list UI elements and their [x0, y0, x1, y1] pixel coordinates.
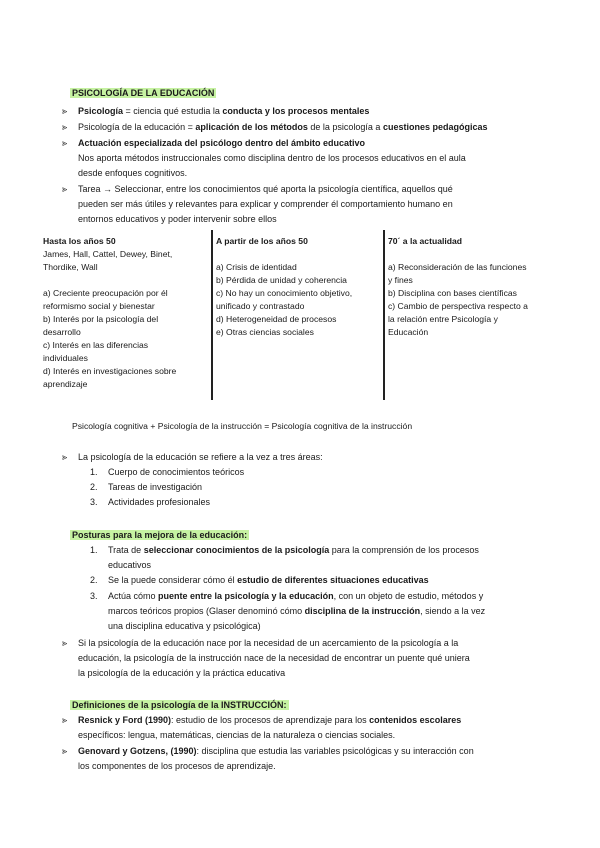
- section-title-posturas: Posturas para la mejora de la educación:: [72, 530, 248, 540]
- postura-line: Se la puede considerar cómo él estudio de diferentes situaciones educativas: [108, 575, 429, 585]
- period-line: c) Interés en las diferencias: [43, 340, 149, 350]
- section-title-definiciones: Definiciones de la psicología de la INSTRUCCIÓN:: [72, 700, 287, 710]
- postura-line: una disciplina educativa y psicológica): [108, 621, 261, 631]
- arrow-bullet-icon: ⪢: [62, 746, 68, 756]
- postura-line: Actúa cómo puente entre la psicología y la educación, con un objeto de estudio, métodos y: [108, 591, 484, 601]
- spacer: [43, 274, 208, 287]
- period-line: a) Crisis de identidad: [216, 262, 297, 272]
- period-line: desarrollo: [43, 327, 81, 337]
- si-line: la psicología de la educación y la práctica educativa: [78, 668, 286, 678]
- period-line: a) Creciente preocupación por él: [43, 288, 168, 298]
- period-column-3: [388, 235, 558, 339]
- list-number: 2.: [90, 575, 98, 585]
- postura-line: Trata de seleccionar conocimientos de la psicología para la comprensión de los procesos: [108, 545, 479, 555]
- period-column-2: [216, 235, 381, 339]
- period-heading: A partir de los años 50: [216, 236, 308, 246]
- period-line: c) No hay un conocimiento objetivo,: [216, 288, 353, 298]
- definition-line: los componentes de los procesos de aprendizaje.: [78, 761, 276, 771]
- tarea-line: pueden ser más útiles y relevantes para explicar y comprender él comportamiento humano en: [78, 199, 453, 209]
- period-line: b) Interés por la psicología del: [43, 314, 159, 324]
- areas-intro: La psicología de la educación se refiere a la vez a tres áreas:: [78, 452, 323, 462]
- definition-line: específicos: lengua, matemáticas, ciencias de la naturaleza o ciencias sociales.: [78, 730, 396, 740]
- column-divider: [211, 230, 213, 400]
- si-line: Si la psicología de la educación nace por la necesidad de un acercamiento de la psicología a la: [78, 638, 459, 648]
- list-number: 2.: [90, 482, 98, 492]
- period-line: Thordike, Wall: [43, 262, 98, 272]
- area-item: Actividades profesionales: [108, 497, 211, 507]
- area-item: Cuerpo de conocimientos teóricos: [108, 467, 245, 477]
- tarea-line: entornos educativos y poder intervenir sobre ellos: [78, 214, 277, 224]
- list-number: 3.: [90, 591, 98, 601]
- period-line: Educación: [388, 327, 429, 337]
- period-heading: Hasta los años 50: [43, 236, 116, 246]
- definition-line: Genovard y Gotzens, (1990): disciplina que estudia las variables psicológicas y su interacción con: [78, 746, 474, 756]
- spacer: [216, 248, 381, 261]
- page-title: PSICOLOGÍA DE LA EDUCACIÓN: [72, 88, 215, 98]
- arrow-bullet-icon: ⪢: [62, 122, 68, 132]
- period-line: c) Cambio de perspectiva respecto a: [388, 301, 528, 311]
- formula-line: Psicología cognitiva + Psicología de la instrucción = Psicología cognitiva de la instrucción: [72, 421, 413, 431]
- area-item: Tareas de investigación: [108, 482, 203, 492]
- intro-sub-line: desde enfoques cognitivos.: [78, 168, 188, 178]
- period-column-1: [43, 235, 208, 391]
- intro-line-2: Psicología de la educación = aplicación de los métodos de la psicología a cuestiones pedagógicas: [78, 122, 488, 132]
- period-line: y fines: [388, 275, 413, 285]
- arrow-bullet-icon: ⪢: [62, 638, 68, 648]
- spacer: [388, 248, 558, 261]
- period-line: la relación entre Psicología y: [388, 314, 498, 324]
- period-heading: 70´ a la actualidad: [388, 236, 463, 246]
- si-line: educación, la psicología de la instrucción nace de la necesidad de encontrar un puente qué uniera: [78, 653, 470, 663]
- arrow-bullet-icon: ⪢: [62, 138, 68, 148]
- definition-line: Resnick y Ford (1990): estudio de los procesos de aprendizaje para los contenidos escolares: [78, 715, 462, 725]
- arrow-bullet-icon: ⪢: [62, 184, 68, 194]
- arrow-bullet-icon: ⪢: [62, 106, 68, 116]
- postura-line: marcos teóricos propios (Glaser denominó cómo disciplina de la instrucción, siendo a la vez: [108, 606, 486, 616]
- period-line: aprendizaje: [43, 379, 88, 389]
- column-divider: [383, 230, 385, 400]
- period-line: d) Interés en investigaciones sobre: [43, 366, 177, 376]
- period-line: James, Hall, Cattel, Dewey, Binet,: [43, 249, 173, 259]
- period-line: a) Reconsideración de las funciones: [388, 262, 527, 272]
- period-line: b) Pérdida de unidad y coherencia: [216, 275, 347, 285]
- period-line: b) Disciplina con bases científicas: [388, 288, 517, 298]
- tarea-line: Tarea → Seleccionar, entre los conocimientos qué aporta la psicología científica, aquellos qué: [78, 184, 453, 194]
- period-line: individuales: [43, 353, 88, 363]
- period-line: unificado y contrastado: [216, 301, 305, 311]
- period-line: d) Heterogeneidad de procesos: [216, 314, 337, 324]
- list-number: 3.: [90, 497, 98, 507]
- arrow-bullet-icon: ⪢: [62, 452, 68, 462]
- postura-line: educativos: [108, 560, 152, 570]
- arrow-bullet-icon: ⪢: [62, 715, 68, 725]
- intro-line-1: Psicología = ciencia qué estudia la conducta y los procesos mentales: [78, 106, 370, 116]
- list-number: 1.: [90, 467, 98, 477]
- period-line: reformismo social y bienestar: [43, 301, 155, 311]
- period-line: e) Otras ciencias sociales: [216, 327, 314, 337]
- intro-line-3: Actuación especializada del psicólogo dentro del ámbito educativo: [78, 138, 366, 148]
- list-number: 1.: [90, 545, 98, 555]
- intro-sub-line: Nos aporta métodos instruccionales como disciplina dentro de los procesos educativos en el aula: [78, 153, 466, 163]
